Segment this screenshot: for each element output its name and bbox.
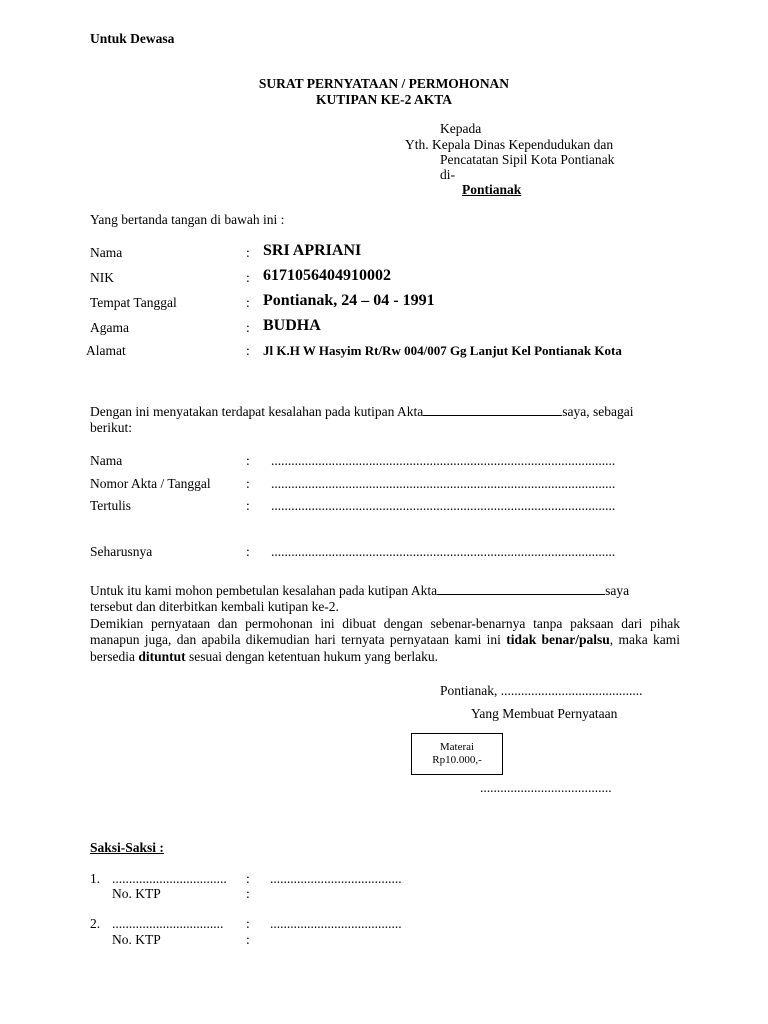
colon: :	[246, 932, 250, 947]
recipient-line3: di-	[440, 167, 455, 182]
alamat-label: Alamat	[86, 343, 126, 358]
witness-number: 1.	[90, 871, 101, 886]
request-paragraph: Untuk itu kami mohon pembetulan kesalahan pada kutipan Akta saya tersebut dan diterbitkan kembali kutipan ke-2.	[90, 583, 630, 615]
colon: :	[246, 498, 250, 513]
stamp-line1: Materai	[439, 741, 475, 753]
recipient-city: Pontianak	[462, 182, 522, 197]
stamp-box	[411, 733, 503, 775]
intro-text: Yang bertanda tangan di bawah ini :	[90, 212, 285, 227]
agama-label: Agama	[90, 320, 129, 335]
detail-nama-label: Nama	[90, 453, 123, 468]
maker-label: Yang Membuat Pernyataan	[471, 706, 618, 721]
place-date: Pontianak, ..........................................	[440, 683, 643, 698]
statement-paragraph: Dengan ini menyatakan terdapat kesalahan pada kutipan Akta saya, sebagai berikut:	[90, 404, 634, 436]
detail-tertulis-label: Tertulis	[90, 498, 132, 513]
detail-seharusnya-label: Seharusnya	[90, 544, 153, 559]
witness-value-dots: .......................................	[270, 871, 402, 886]
nik-label: NIK	[90, 270, 114, 285]
recipient-kepada: Kepada	[440, 121, 482, 136]
colon: :	[246, 245, 250, 260]
blank-line	[423, 403, 562, 416]
witnesses-title: Saksi-Saksi :	[90, 840, 164, 855]
ttl-value: Pontianak, 24 – 04 - 1991	[263, 292, 435, 309]
form-label: Untuk Dewasa	[90, 31, 175, 46]
colon: :	[246, 453, 250, 468]
witness-value-dots: .......................................	[270, 916, 402, 931]
alamat-value: Jl K.H W Hasyim Rt/Rw 004/007 Gg Lanjut Kel Pontianak Kota	[263, 343, 622, 358]
colon: :	[246, 320, 250, 335]
page-subtitle: KUTIPAN KE-2 AKTA	[315, 92, 452, 107]
ttl-label: Tempat Tanggal	[90, 295, 177, 310]
dotted-line: ......................................................................................................	[271, 476, 616, 491]
witness-number: 2.	[90, 916, 101, 931]
blank-line	[437, 582, 605, 595]
recipient-line1: Yth. Kepala Dinas Kependudukan dan	[405, 137, 614, 152]
agama-value: BUDHA	[263, 317, 321, 334]
colon: :	[246, 343, 250, 358]
stamp-line2: Rp10.000,-	[432, 754, 482, 766]
dotted-line: ......................................................................................................	[271, 544, 616, 559]
declaration-paragraph: Demikian pernyataan dan permohonan ini dibuat dengan sebenar-benarnya tanpa paksaan dari pihak manapun juga, dan apabila dikemudian hari ternyata pernyataan kami ini tidak benar/palsu, maka kami bersedia dituntut sesuai dengan ketentuan hukum yang berlaku.	[90, 616, 680, 664]
witness-name-dots: ..................................	[112, 871, 227, 886]
colon: :	[246, 476, 250, 491]
nama-label: Nama	[90, 245, 123, 260]
signature-line: .......................................	[480, 780, 612, 795]
colon: :	[246, 886, 250, 901]
dotted-line: ......................................................................................................	[271, 453, 616, 468]
page-title: SURAT PERNYATAAN / PERMOHONAN	[258, 76, 510, 91]
colon: :	[246, 270, 250, 285]
colon: :	[246, 916, 250, 931]
colon: :	[246, 295, 250, 310]
witness-ktp-label: No. KTP	[112, 886, 161, 901]
nama-value: SRI APRIANI	[263, 242, 362, 259]
nik-value: 6171056404910002	[263, 267, 391, 284]
recipient-line2: Pencatatan Sipil Kota Pontianak	[440, 152, 615, 167]
witness-ktp-label: No. KTP	[112, 932, 161, 947]
colon: :	[246, 544, 250, 559]
detail-nomor-label: Nomor Akta / Tanggal	[90, 476, 211, 491]
colon: :	[246, 871, 250, 886]
dotted-line: ......................................................................................................	[271, 498, 616, 513]
witness-name-dots: .................................	[112, 916, 224, 931]
